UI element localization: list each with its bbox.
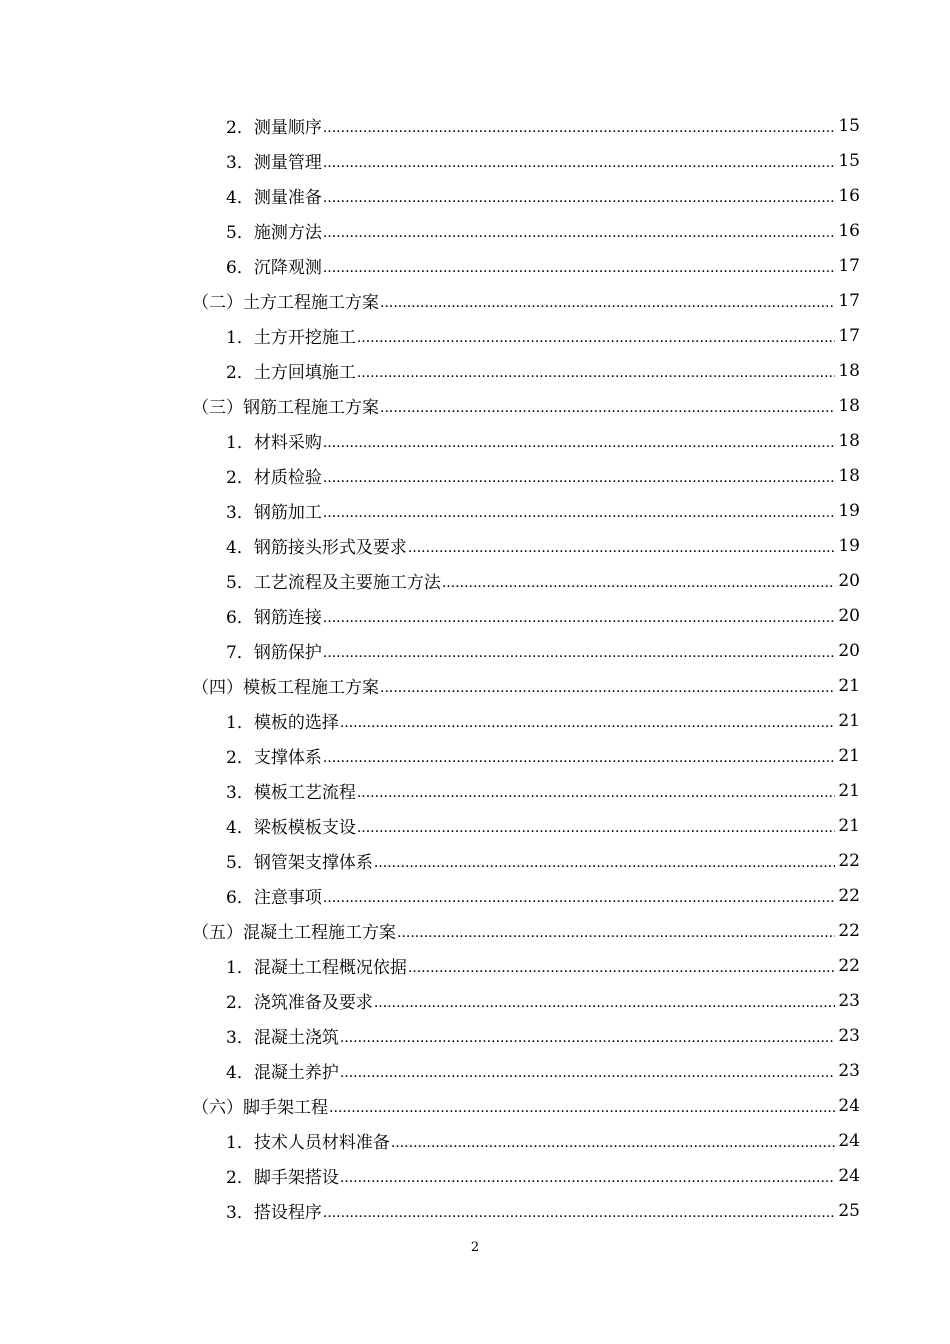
toc-entry-title: 脚手架搭设 bbox=[253, 1168, 339, 1188]
toc-entry[interactable] bbox=[0, 633, 950, 668]
toc-dot-leader bbox=[340, 1065, 835, 1081]
toc-entry-number: 3． bbox=[226, 1203, 254, 1223]
toc-entry[interactable] bbox=[0, 458, 950, 493]
toc-entry[interactable] bbox=[0, 1158, 950, 1193]
toc-dot-leader bbox=[374, 855, 835, 871]
toc-entry-page: 17 bbox=[838, 255, 860, 276]
toc-dot-leader bbox=[380, 295, 835, 311]
toc-entry-number: 2． bbox=[226, 993, 254, 1013]
toc-dot-leader bbox=[323, 225, 835, 241]
toc-entry[interactable] bbox=[0, 353, 950, 388]
toc-entry-page: 21 bbox=[838, 815, 860, 836]
toc-entry-page: 18 bbox=[838, 395, 860, 416]
toc-entry-title: 材质检验 bbox=[253, 468, 322, 488]
toc-dot-leader bbox=[323, 435, 835, 451]
toc-dot-leader bbox=[340, 1170, 835, 1186]
toc-entry-page: 22 bbox=[838, 920, 860, 941]
toc-entry-number: 6． bbox=[226, 608, 254, 628]
toc-entry-page: 15 bbox=[838, 150, 860, 171]
toc-entry[interactable] bbox=[0, 563, 950, 598]
toc-entry[interactable] bbox=[0, 1123, 950, 1158]
toc-entry-number: （六） bbox=[192, 1098, 243, 1118]
toc-entry[interactable] bbox=[0, 248, 950, 283]
toc-entry-number: 6． bbox=[226, 258, 254, 278]
toc-entry-number: 3． bbox=[226, 783, 254, 803]
toc-entry-title: 土方回填施工 bbox=[253, 363, 356, 383]
toc-dot-leader bbox=[323, 155, 835, 171]
toc-dot-leader bbox=[323, 260, 835, 276]
toc-dot-leader bbox=[323, 505, 835, 521]
toc-entry-page: 21 bbox=[838, 780, 860, 801]
toc-entry[interactable] bbox=[0, 423, 950, 458]
toc-entry-number: 1． bbox=[226, 713, 254, 733]
toc-entry-page: 22 bbox=[838, 885, 860, 906]
toc-entry-title: 钢筋接头形式及要求 bbox=[253, 538, 407, 558]
toc-entry-title: 混凝土浇筑 bbox=[253, 1028, 339, 1048]
toc-entry[interactable] bbox=[0, 1018, 950, 1053]
toc-entry-title: 土方工程施工方案 bbox=[243, 293, 379, 313]
toc-entry-number: 4． bbox=[226, 538, 254, 558]
toc-entry-number: 2． bbox=[226, 1168, 254, 1188]
toc-entry-page: 20 bbox=[838, 605, 860, 626]
toc-entry-title: 注意事项 bbox=[253, 888, 322, 908]
toc-entry-number: 1． bbox=[226, 1133, 254, 1153]
toc-entry-page: 21 bbox=[838, 675, 860, 696]
toc-entry-page: 24 bbox=[838, 1165, 860, 1186]
toc-entry-number: 5． bbox=[226, 223, 254, 243]
toc-entry-title: 土方开挖施工 bbox=[253, 328, 356, 348]
page-number: 2 bbox=[470, 1240, 480, 1255]
toc-entry-page: 24 bbox=[838, 1095, 860, 1116]
toc-dot-leader bbox=[323, 645, 835, 661]
toc-dot-leader bbox=[408, 960, 835, 976]
toc-entry-title: 脚手架工程 bbox=[243, 1098, 328, 1118]
toc-entry-title: 工艺流程及主要施工方法 bbox=[253, 573, 441, 593]
toc-entry[interactable] bbox=[0, 1193, 950, 1228]
toc-entry-title: 钢筋工程施工方案 bbox=[243, 398, 379, 418]
toc-entry[interactable] bbox=[0, 773, 950, 808]
toc-entry-page: 18 bbox=[838, 430, 860, 451]
toc-dot-leader bbox=[442, 575, 835, 591]
toc-dot-leader bbox=[380, 680, 835, 696]
toc-entry-page: 23 bbox=[838, 1060, 860, 1081]
toc-entry[interactable] bbox=[0, 983, 950, 1018]
toc-entry-title: 测量顺序 bbox=[253, 118, 322, 138]
toc-entry[interactable] bbox=[0, 178, 950, 213]
toc-entry-page: 19 bbox=[838, 500, 860, 521]
toc-entry-number: 3． bbox=[226, 1028, 254, 1048]
toc-entry[interactable] bbox=[0, 1088, 950, 1123]
toc-entry[interactable] bbox=[0, 913, 950, 948]
toc-entry-title: 钢筋加工 bbox=[253, 503, 322, 523]
toc-entry-page: 20 bbox=[838, 640, 860, 661]
toc-entry[interactable] bbox=[0, 738, 950, 773]
toc-dot-leader bbox=[323, 120, 835, 136]
toc-entry-title: 钢管架支撑体系 bbox=[253, 853, 373, 873]
toc-entry-title: 施测方法 bbox=[253, 223, 322, 243]
toc-entry[interactable] bbox=[0, 878, 950, 913]
toc-entry-number: 1． bbox=[226, 328, 254, 348]
toc-entry[interactable] bbox=[0, 388, 950, 423]
toc-dot-leader bbox=[380, 400, 835, 416]
toc-entry-number: （三） bbox=[192, 398, 243, 418]
toc-entry-title: 混凝土养护 bbox=[253, 1063, 339, 1083]
toc-entry-number: （五） bbox=[192, 923, 243, 943]
toc-entry[interactable] bbox=[0, 283, 950, 318]
toc-entry-title: 混凝土工程概况依据 bbox=[253, 958, 407, 978]
toc-entry-number: （四） bbox=[192, 678, 243, 698]
toc-entry[interactable] bbox=[0, 528, 950, 563]
toc-entry-number: 7． bbox=[226, 643, 254, 663]
toc-entry-title: 模板工艺流程 bbox=[253, 783, 356, 803]
toc-entry[interactable] bbox=[0, 668, 950, 703]
toc-entry-number: 4． bbox=[226, 188, 254, 208]
toc-entry-page: 23 bbox=[838, 1025, 860, 1046]
toc-entry-number: 3． bbox=[226, 503, 254, 523]
toc-entry-number: 6． bbox=[226, 888, 254, 908]
toc-entry-page: 16 bbox=[838, 220, 860, 241]
toc-entry-title: 技术人员材料准备 bbox=[253, 1133, 390, 1153]
toc-dot-leader bbox=[329, 1100, 835, 1116]
toc-dot-leader bbox=[323, 890, 835, 906]
toc-dot-leader bbox=[357, 820, 835, 836]
toc-entry-number: 2． bbox=[226, 468, 254, 488]
toc-entry-number: 2． bbox=[226, 363, 254, 383]
toc-entry-number: 2． bbox=[226, 118, 254, 138]
toc-entry-title: 浇筑准备及要求 bbox=[253, 993, 373, 1013]
toc-entry-page: 22 bbox=[838, 955, 860, 976]
toc-entry[interactable] bbox=[0, 108, 950, 143]
toc-entry-number: 5． bbox=[226, 573, 254, 593]
toc-entry-title: 模板工程施工方案 bbox=[243, 678, 379, 698]
toc-entry-number: 4． bbox=[226, 818, 254, 838]
toc-entry-page: 25 bbox=[838, 1200, 860, 1221]
toc-entry-page: 20 bbox=[838, 570, 860, 591]
toc-entry[interactable] bbox=[0, 948, 950, 983]
toc-entry-number: 2． bbox=[226, 748, 254, 768]
toc-entry[interactable] bbox=[0, 843, 950, 878]
toc-entry-title: 钢筋连接 bbox=[253, 608, 322, 628]
toc-entry-title: 钢筋保护 bbox=[253, 643, 322, 663]
toc-entry-title: 测量管理 bbox=[253, 153, 322, 173]
toc-entry-title: 梁板模板支设 bbox=[253, 818, 356, 838]
toc-entry-page: 16 bbox=[838, 185, 860, 206]
toc-entry-title: 混凝土工程施工方案 bbox=[243, 923, 396, 943]
toc-entry[interactable] bbox=[0, 493, 950, 528]
toc-dot-leader bbox=[408, 540, 835, 556]
toc-entry[interactable] bbox=[0, 703, 950, 738]
toc-entry[interactable] bbox=[0, 1053, 950, 1088]
toc-dot-leader bbox=[397, 925, 835, 941]
toc-entry-title: 测量准备 bbox=[253, 188, 322, 208]
toc-entry-page: 24 bbox=[838, 1130, 860, 1151]
toc-entry-title: 模板的选择 bbox=[253, 713, 339, 733]
toc-entry-title: 支撑体系 bbox=[253, 748, 322, 768]
toc-entry-page: 17 bbox=[838, 325, 860, 346]
toc-entry-page: 15 bbox=[838, 115, 860, 136]
toc-entry-page: 23 bbox=[838, 990, 860, 1011]
toc-entry-page: 21 bbox=[838, 710, 860, 731]
toc-entry-page: 21 bbox=[838, 745, 860, 766]
toc-entry[interactable] bbox=[0, 598, 950, 633]
toc-dot-leader bbox=[323, 750, 835, 766]
toc-dot-leader bbox=[357, 785, 835, 801]
toc-entry[interactable] bbox=[0, 143, 950, 178]
toc-entry-page: 18 bbox=[838, 360, 860, 381]
toc-entry[interactable] bbox=[0, 318, 950, 353]
toc-entry-number: 3． bbox=[226, 153, 254, 173]
toc-dot-leader bbox=[323, 470, 835, 486]
toc-dot-leader bbox=[323, 610, 835, 626]
toc-entry-page: 17 bbox=[838, 290, 860, 311]
table-of-contents bbox=[0, 108, 950, 1228]
toc-entry-page: 19 bbox=[838, 535, 860, 556]
toc-dot-leader bbox=[323, 1205, 835, 1221]
toc-dot-leader bbox=[340, 715, 835, 731]
toc-dot-leader bbox=[323, 190, 835, 206]
toc-entry-title: 材料采购 bbox=[253, 433, 322, 453]
toc-entry-number: 1． bbox=[226, 958, 254, 978]
toc-dot-leader bbox=[357, 365, 835, 381]
toc-entry-number: 4． bbox=[226, 1063, 254, 1083]
toc-dot-leader bbox=[391, 1135, 835, 1151]
toc-dot-leader bbox=[374, 995, 835, 1011]
toc-dot-leader bbox=[340, 1030, 835, 1046]
toc-entry-number: （二） bbox=[192, 293, 243, 313]
toc-dot-leader bbox=[357, 330, 835, 346]
toc-entry-number: 5． bbox=[226, 853, 254, 873]
toc-entry-number: 1． bbox=[226, 433, 254, 453]
toc-entry-title: 沉降观测 bbox=[253, 258, 322, 278]
toc-entry-page: 18 bbox=[838, 465, 860, 486]
toc-entry[interactable] bbox=[0, 808, 950, 843]
toc-entry-page: 22 bbox=[838, 850, 860, 871]
toc-entry[interactable] bbox=[0, 213, 950, 248]
toc-entry-title: 搭设程序 bbox=[253, 1203, 322, 1223]
